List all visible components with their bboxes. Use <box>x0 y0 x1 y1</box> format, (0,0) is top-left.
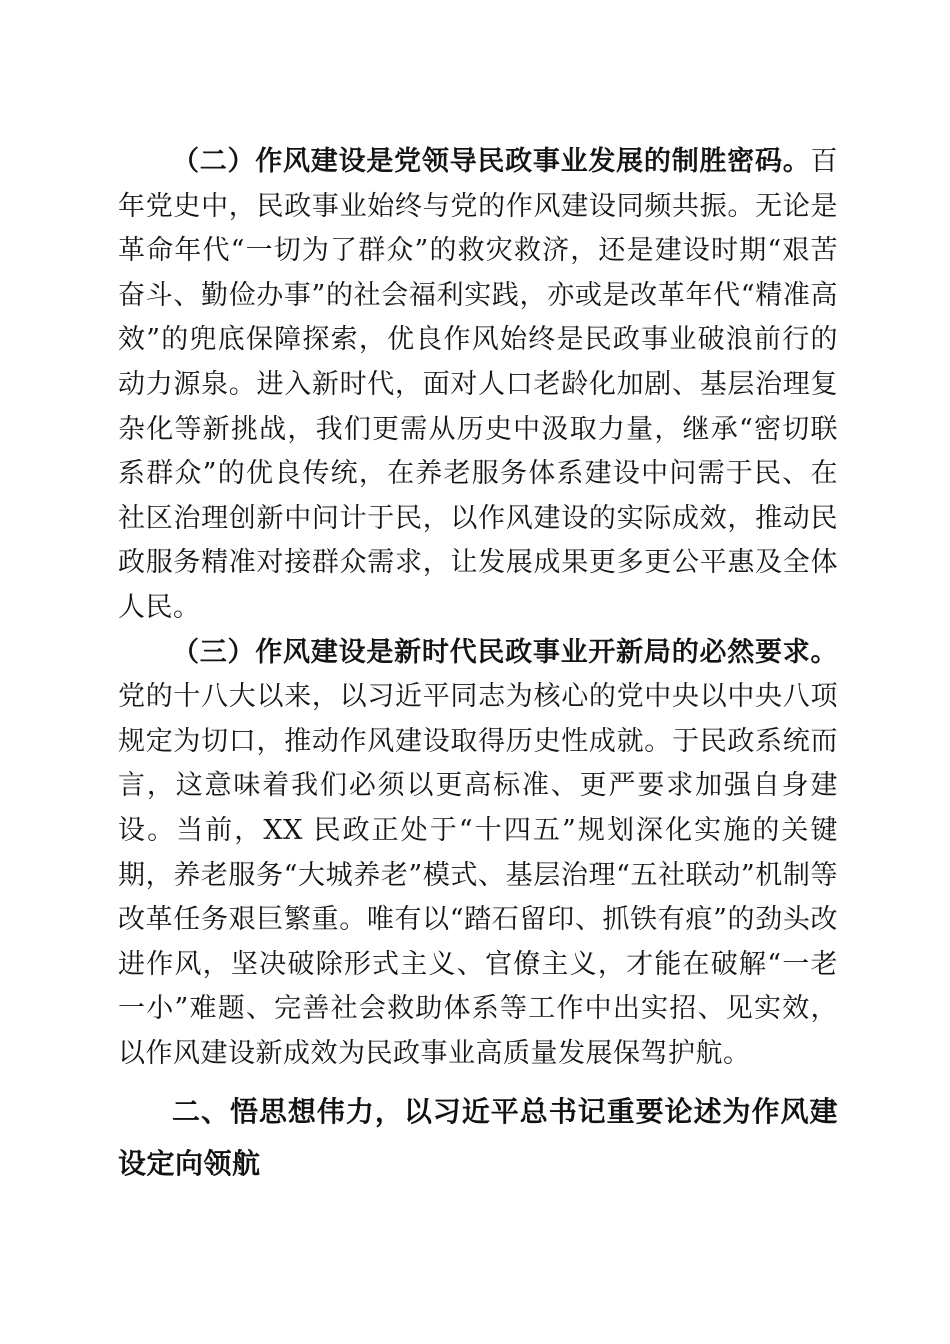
paragraph-lead-section-2: （二）作风建设是党领导民政事业发展的制胜密码。 <box>172 146 811 177</box>
paragraph-section-3 <box>118 631 838 1077</box>
section-heading-2: 二、悟思想伟力，以习近平总书记重要论述为作风建设定向领航 <box>118 1095 838 1181</box>
paragraph-text-section-2: 百年党史中，民政事业始终与党的作风建设同频共振。无论是革命年代“一切为了群众”的救灾救济，还是建设时期“艰苦奋斗、勤俭办事”的社会福利实践，亦或是改革年代“精准高效”的兜底保障探索，优良作风始终是民政事业破浪前行的动力源泉。进入新时代，面对人口老龄化加剧、基层治理复杂化等新挑战，我们更需从历史中汲取力量，继承“密切联系群众”的优良传统，在养老服务体系建设中问需于民、在社区治理创新中问计于民，以作风建设的实际成效，推动民政服务精准对接群众需求，让发展成果更多更公平惠及全体人民。 <box>118 146 838 623</box>
paragraph-lead-section-3: （三）作风建设是新时代民政事业开新局的必然要求。 <box>172 636 838 668</box>
document-body <box>118 140 838 1190</box>
paragraph-section-2 <box>118 140 838 631</box>
paragraph-text-section-3: 党的十八大以来，以习近平同志为核心的党中央以中央八项规定为切口，推动作风建设取得历史性成就。于民政系统而言，这意味着我们必须以更高标准、更严要求加强自身建设。当前，XX 民政正处于“十四五”规划深化实施的关键期，养老服务“大城养老”模式、基层治理“五社联动”机制等改革任务艰巨繁重。唯有以“踏石留印、抓铁有痕”的劲头改进作风，坚决破除形式主义、官僚主义，才能在破解“一老一小”难题、完善社会救助体系等工作中出实招、见实效，以作风建设新成效为民政事业高质量发展保驾护航。 <box>118 681 838 1069</box>
